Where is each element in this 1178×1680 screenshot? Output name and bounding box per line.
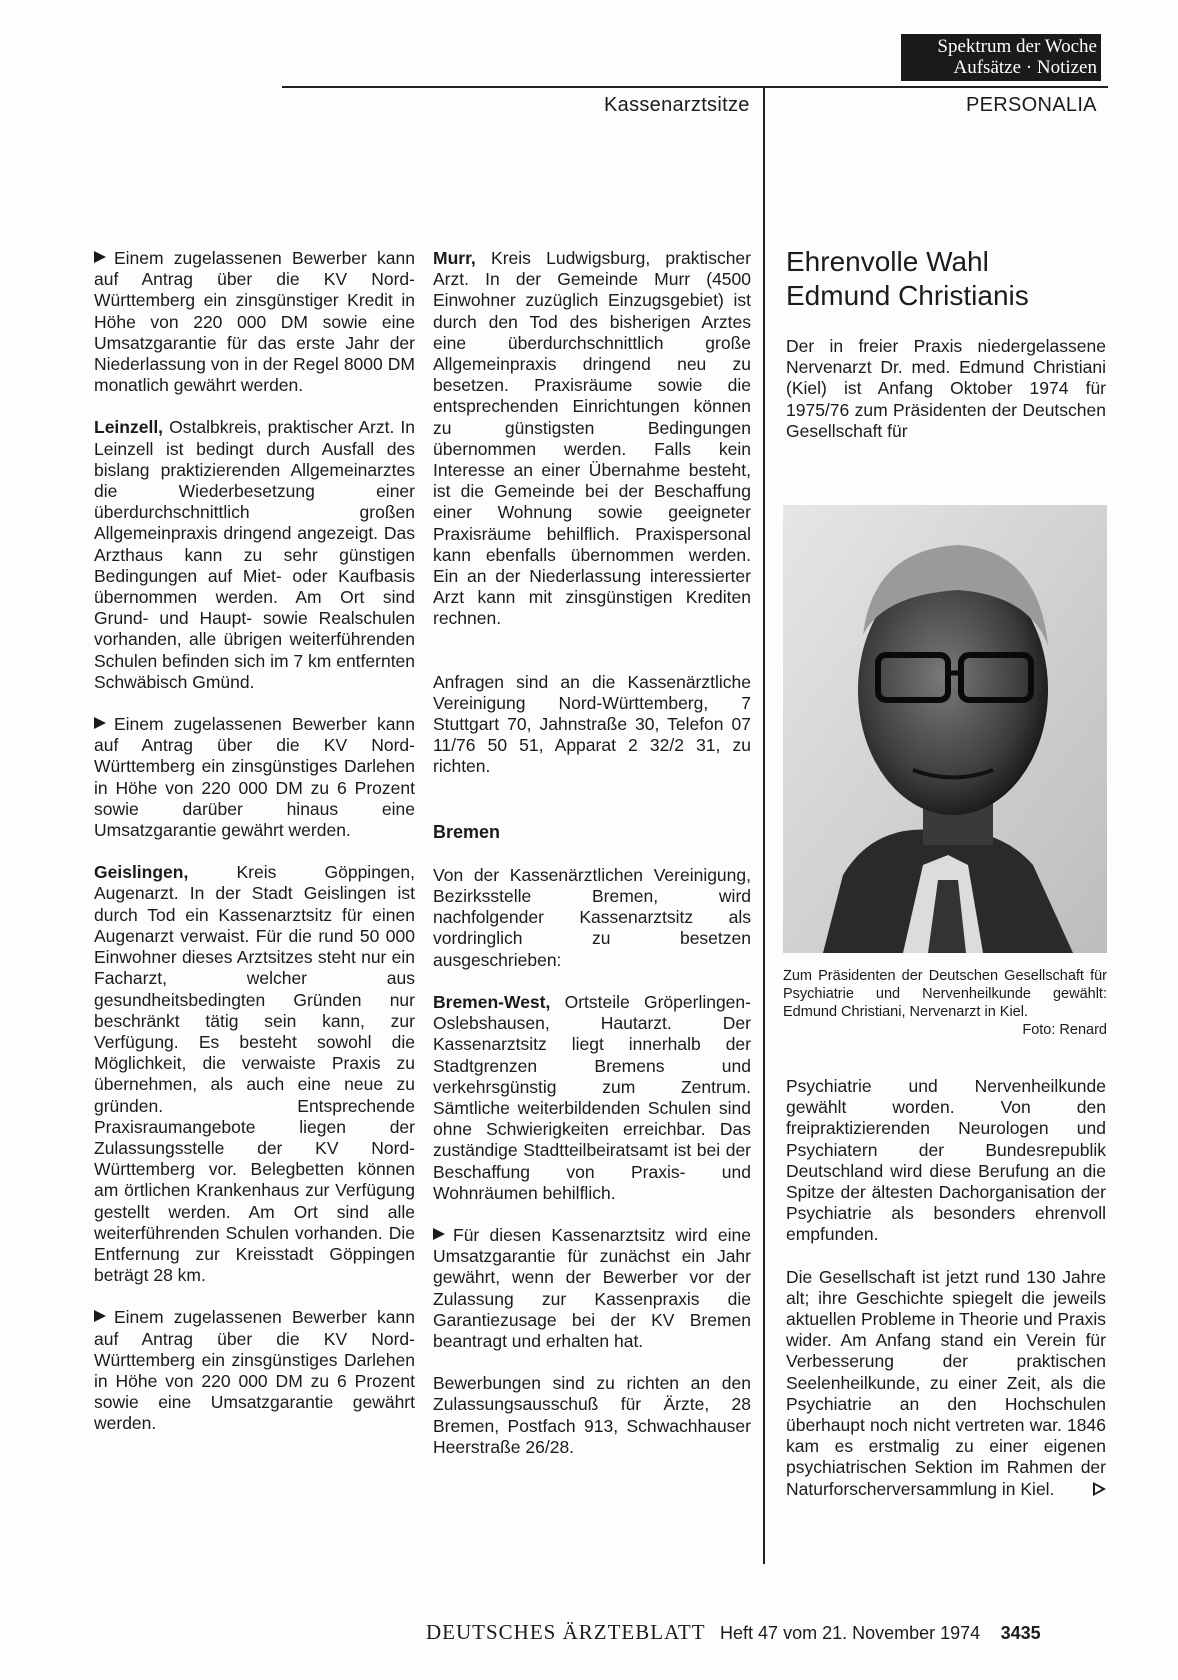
paragraph-text: Ortsteile Gröperlingen-Oslebshausen, Hautarzt. Der Kassenarztsitz liegt innerhalb der Stadtgrenzen Bremens und verkehrsgünstig zum Zentrum. Sämtliche weiterbildenden Schulen sind ohne Schwierigkeiten erreichbar. Das zuständige Stadtteilbeiratsamt ist bei der Beschaffung von Praxis- und Wohnräumen behilflich. — [433, 991, 751, 1203]
paragraph-text: Der in freier Praxis niedergelassene Nervenarzt Dr. med. Edmund Christiani (Kiel) ist Anfang Oktober 1974 für 1975/76 zum Präsidenten der Deutschen Gesellschaft für — [786, 336, 1106, 441]
place-name: Bremen-West, — [433, 991, 551, 1012]
column-3-body — [786, 1076, 1106, 1500]
headline-line-1: Ehrenvolle Wahl — [786, 246, 989, 277]
paragraph — [94, 248, 415, 396]
place-name: Murr, — [433, 248, 476, 268]
paragraph — [786, 336, 1106, 442]
header-rule — [282, 86, 1108, 88]
paragraph-text: Von der Kassenärztlichen Vereinigung, Bezirksstelle Bremen, wird nachfolgender Kassenarztsitz als vordringlich zu besetzen ausgeschrieben: — [433, 864, 751, 970]
paragraph — [433, 1225, 751, 1352]
paragraph — [94, 417, 415, 693]
paragraph-text: Ostalbkreis, praktischer Arzt. In Leinzell ist bedingt durch Ausfall des bislang praktizierenden Allgemeinarztes die Wiederbesetzung einer überdurchschnittlich großen Allgemeinpraxis dringend angezeigt. Das Arzthaus kann zu sehr günstigen Bedingungen auf Miet- oder Kaufbasis übernommen werden. Am Ort sind Grund- und Haupt- sowie Realschulen vorhanden, alle übrigen weiterführenden Schulen befinden sich im 7 km entfernten Schwäbisch Gmünd. — [94, 417, 416, 692]
paragraph — [786, 1267, 1106, 1500]
paragraph-text: Einem zugelassenen Bewerber kann auf Antrag über die KV Nord-Württemberg ein zinsgünstiges Darlehen in Höhe von 220 000 DM zu 6 Prozent sowie eine Umsatzgarantie gewährt werden. — [94, 1307, 415, 1434]
bullet-triangle-icon — [94, 1310, 106, 1322]
paragraph-text: Einem zugelassenen Bewerber kann auf Antrag über die KV Nord-Württemberg ein zinsgünstiges Darlehen in Höhe von 220 000 DM zu 6 Prozent sowie darüber hinaus eine Umsatzgarantie gewährt werden. — [94, 714, 415, 841]
page-number: 3435 — [1000, 1623, 1041, 1643]
paragraph-text: Kreis Ludwigsburg, praktischer Arzt. In der Gemeinde Murr (4500 Einwohner zuzüglich Einzugsgebiet) ist durch den Tod des bisherigen Arztes eine überdurchschnittlich große Allgemeinpraxis dringend neu zu besetzen. Praxisräume sowie die entsprechenden Einrichtungen können zu günstigsten Bedingungen übernommen werden. Falls kein Interesse an einer Übernahme besteht, ist die Gemeinde bei der Beschaffung einer Wohnung sowie geeigneter Praxisräume behilflich. Praxispersonal kann ebenfalls übernommen werden. Ein an der Niederlassung interessierter Arzt kann mit zinsgünstigen Krediten rechnen. — [433, 248, 751, 629]
section-banner — [901, 34, 1101, 81]
banner-line-1: Spektrum der Woche — [937, 36, 1097, 57]
paragraph — [433, 1373, 751, 1458]
paragraph — [433, 865, 751, 971]
bullet-triangle-icon — [94, 717, 106, 729]
bullet-triangle-icon — [94, 251, 106, 263]
continue-arrow-icon — [1093, 1482, 1106, 1496]
place-name: Geislingen, — [94, 862, 189, 883]
paragraph-text: Anfragen sind an die Kassenärztliche Vereinigung Nord-Württemberg, 7 Stuttgart 70, Jahnstraße 30, Telefon 07 11/76 50 51, Apparat 2 32/2 31, zu richten. — [433, 671, 751, 777]
paragraph-text: Für diesen Kassenarztsitz wird eine Umsatzgarantie für zunächst ein Jahr gewährt, wenn der Bewerber vor der Zulassung zur Kassenpraxis die Garantiezusage bei der KV Bremen beantragt und erhalten hat. — [433, 1224, 751, 1351]
paragraph-text: Die Gesellschaft ist jetzt rund 130 Jahre alt; ihre Geschichte spiegelt die jeweils aktuellen Probleme in Theorie und Praxis wider. Am Anfang stand ein Verein für Verbesserung der praktischen Seelenheilkunde, zu einer Zeit, als die Psychiatrie an den Hochschulen überhaupt noch nicht vertreten war. 1846 kam es erstmalig zu einer eigenen psychiatrischen Sektion im Rahmen der Naturforscherversammlung in Kiel. — [786, 1266, 1106, 1499]
photo-caption — [783, 967, 1107, 1039]
banner-line-2: Aufsätze · Notizen — [953, 57, 1097, 78]
paragraph-text: Bewerbungen sind zu richten an den Zulassungsausschuß für Ärzte, 28 Bremen, Postfach 913, Schwachhauser Heerstraße 26/28. — [433, 1373, 751, 1457]
column-3-intro — [786, 336, 1106, 442]
paragraph-text: Einem zugelassenen Bewerber kann auf Antrag über die KV Nord-Württemberg ein zinsgünstiger Kredit in Höhe von 220 000 DM sowie eine Umsatzgarantie für das erste Jahr der Niederlassung von in der Regel 8000 DM monatlich gewährt werden. — [94, 248, 415, 396]
photo-credit: Foto: Renard — [1022, 1022, 1107, 1038]
paragraph — [94, 862, 415, 1286]
subheading: Bremen — [433, 821, 501, 842]
column-divider — [763, 86, 765, 1564]
bullet-triangle-icon — [433, 1228, 445, 1240]
place-name: Leinzell, — [94, 417, 164, 438]
headline-line-2: Edmund Christianis — [786, 280, 1029, 311]
paragraph — [433, 672, 751, 778]
column-2 — [433, 248, 751, 1458]
paragraph — [433, 992, 751, 1204]
article-headline — [786, 245, 1106, 313]
journal-name: DEUTSCHES ÄRZTEBLATT — [426, 1620, 706, 1644]
column-1 — [94, 248, 415, 1435]
portrait-photo — [783, 505, 1107, 953]
page-footer — [426, 1620, 1106, 1645]
section-label-left: Kassenarztsitze — [604, 94, 750, 116]
paragraph — [786, 1076, 1106, 1246]
paragraph — [94, 1307, 415, 1434]
portrait-image — [783, 505, 1107, 953]
caption-text: Zum Präsidenten der Deutschen Gesellschaft für Psychiatrie und Nervenheilkunde gewählt: Edmund Christiani, Nervenarzt in Kiel. — [783, 968, 1107, 1020]
paragraph-text: Psychiatrie und Nervenheilkunde gewählt worden. Von den freipraktizierenden Neurologen und Psychiatern der Bundesrepublik Deutschland wird diese Berufung an die Spitze der ältesten Dachorganisation der Psychiatrie als besonders ehrenvoll empfunden. — [786, 1076, 1106, 1245]
paragraph — [94, 714, 415, 841]
section-label-right: PERSONALIA — [966, 94, 1097, 116]
paragraph-text: Kreis Göppingen, Augenarzt. In der Stadt Geislingen ist durch Tod ein Kassenarztsitz für einen Augenarzt verwaist. Für die rund 50 000 Einwohner dieses Arztsitzes steht nur ein Facharzt, welcher aus gesundheitsbedingten Gründen nur beschränkt tätig sein kann, zur Verfügung. Es besteht sowohl die Möglichkeit, die verwaiste Praxis zu übernehmen, als auch eine neue zu gründen. Entsprechende Praxisraumangebote liegen der Zulassungsstelle der KV Nord-Württemberg vor. Belegbetten können am örtlichen Krankenhaus zur Verfügung gestellt werden. Am Ort sind alle weiterführenden Schulen vorhanden. Die Entfernung zur Kreisstadt Göppingen beträgt 28 km. — [94, 862, 415, 1286]
issue-info: Heft 47 vom 21. November 1974 — [720, 1623, 981, 1643]
paragraph — [433, 248, 751, 630]
